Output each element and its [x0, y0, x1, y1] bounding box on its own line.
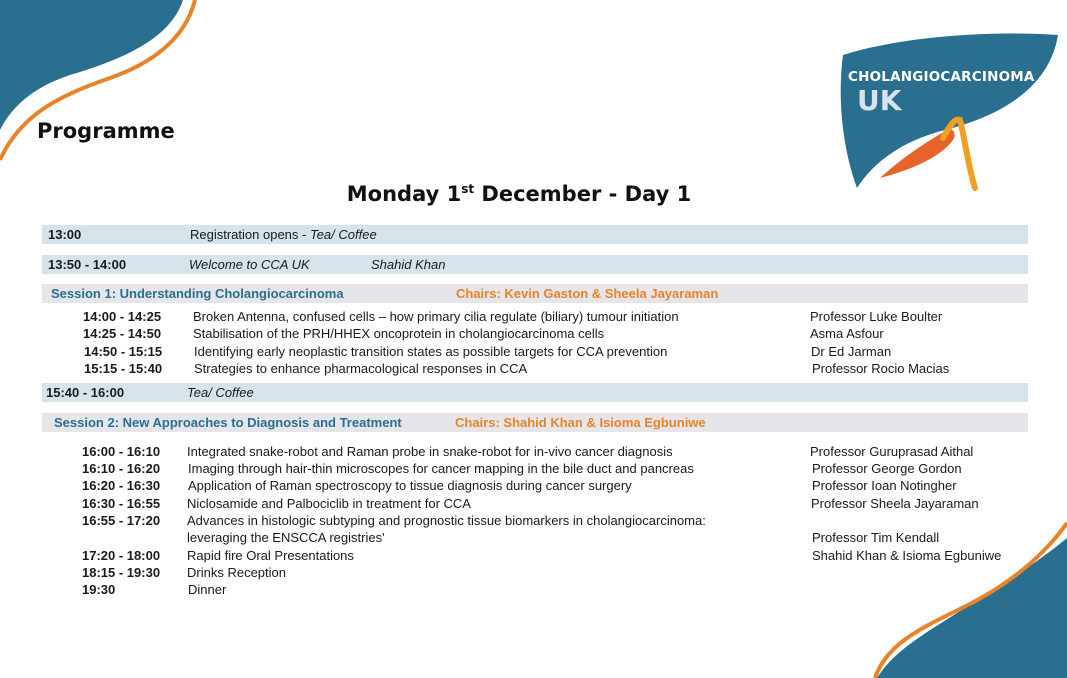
s2-talk-time: 16:30 - 16:55 [82, 496, 161, 511]
welcome-speaker: Shahid Khan [371, 257, 446, 272]
s1-talk-speaker: Professor Luke Boulter [810, 309, 943, 324]
s2-talk-time: 16:20 - 16:30 [82, 478, 161, 493]
s2-talk-title: Rapid fire Oral Presentations [187, 548, 354, 563]
s2-talk-title: Niclosamide and Palbociclib in treatment for CCA [187, 496, 471, 511]
s2-talk-title: Application of Raman spectroscopy to tissue diagnosis during cancer surgery [188, 478, 632, 493]
s2-talk-title: Dinner [188, 582, 227, 597]
session1-title: Session 1: Understanding Cholangiocarcinoma [51, 286, 344, 301]
welcome-text: Welcome to CCA UK [189, 257, 310, 272]
s1-talk-time: 14:25 - 14:50 [83, 326, 162, 341]
welcome-time: 13:50 - 14:00 [48, 257, 127, 272]
s1-talk-time: 14:50 - 15:15 [84, 344, 163, 359]
registration-time: 13:00 [48, 227, 82, 242]
s2-talk-title: Drinks Reception [187, 565, 286, 580]
s1-talk-title: Broken Antenna, confused cells – how primary cilia regulate (biliary) tumour initiation [193, 309, 679, 324]
registration-text: Registration opens - Tea/ Coffee [190, 227, 377, 242]
programme-heading: Programme [37, 119, 175, 143]
session2-title: Session 2: New Approaches to Diagnosis and Treatment [54, 415, 402, 430]
s2-talk-title-cont: leveraging the ENSCCA registries' [187, 530, 385, 545]
logo-line1: CHOLANGIOCARCINOMA [848, 69, 1035, 85]
s1-talk-title: Strategies to enhance pharmacological responses in CCA [194, 361, 528, 376]
s1-talk-title: Identifying early neoplastic transition states as possible targets for CCA prevention [194, 344, 668, 359]
s1-talk-time: 15:15 - 15:40 [84, 361, 163, 376]
s2-talk-speaker: Professor Guruprasad Aithal [810, 444, 974, 459]
s2-talk-title: Integrated snake-robot and Raman probe in snake-robot for in-vivo cancer diagnosis [187, 444, 673, 459]
break-text: Tea/ Coffee [187, 385, 254, 400]
s2-talk-speaker: Professor Ioan Notingher [812, 478, 957, 493]
s2-talk-title: Advances in histologic subtyping and prognostic tissue biomarkers in cholangiocarcinoma: [187, 513, 706, 528]
session1-chairs: Chairs: Kevin Gaston & Sheela Jayaraman [456, 286, 719, 301]
s2-talk-time: 16:10 - 16:20 [82, 461, 161, 476]
s1-talk-time: 14:00 - 14:25 [83, 309, 162, 324]
s2-talk-time: 18:15 - 19:30 [82, 565, 161, 580]
s2-talk-time: 16:55 - 17:20 [82, 513, 161, 528]
logo-line2: UK [857, 84, 902, 117]
session2-chairs: Chairs: Shahid Khan & Isioma Egbuniwe [455, 415, 706, 430]
s2-talk-speaker: Shahid Khan & Isioma Egbuniwe [812, 548, 1002, 563]
break-time: 15:40 - 16:00 [46, 385, 125, 400]
s2-talk-time: 19:30 [82, 582, 116, 597]
s1-talk-speaker: Asma Asfour [810, 326, 884, 341]
s2-talk-title: Imaging through hair-thin microscopes for cancer mapping in the bile duct and pancreas [188, 461, 694, 476]
s1-talk-title: Stabilisation of the PRH/HHEX oncoprotein in cholangiocarcinoma cells [193, 326, 605, 341]
s1-talk-speaker: Dr Ed Jarman [811, 344, 892, 359]
s2-talk-speaker: Professor Sheela Jayaraman [811, 496, 979, 511]
s2-talk-speaker: Professor George Gordon [812, 461, 962, 476]
s2-talk-time: 17:20 - 18:00 [82, 548, 161, 563]
s1-talk-speaker: Professor Rocio Macias [812, 361, 950, 376]
s2-talk-speaker: Professor Tim Kendall [812, 530, 940, 545]
day-title: Monday 1st December - Day 1 [346, 182, 692, 206]
s2-talk-time: 16:00 - 16:10 [82, 444, 161, 459]
